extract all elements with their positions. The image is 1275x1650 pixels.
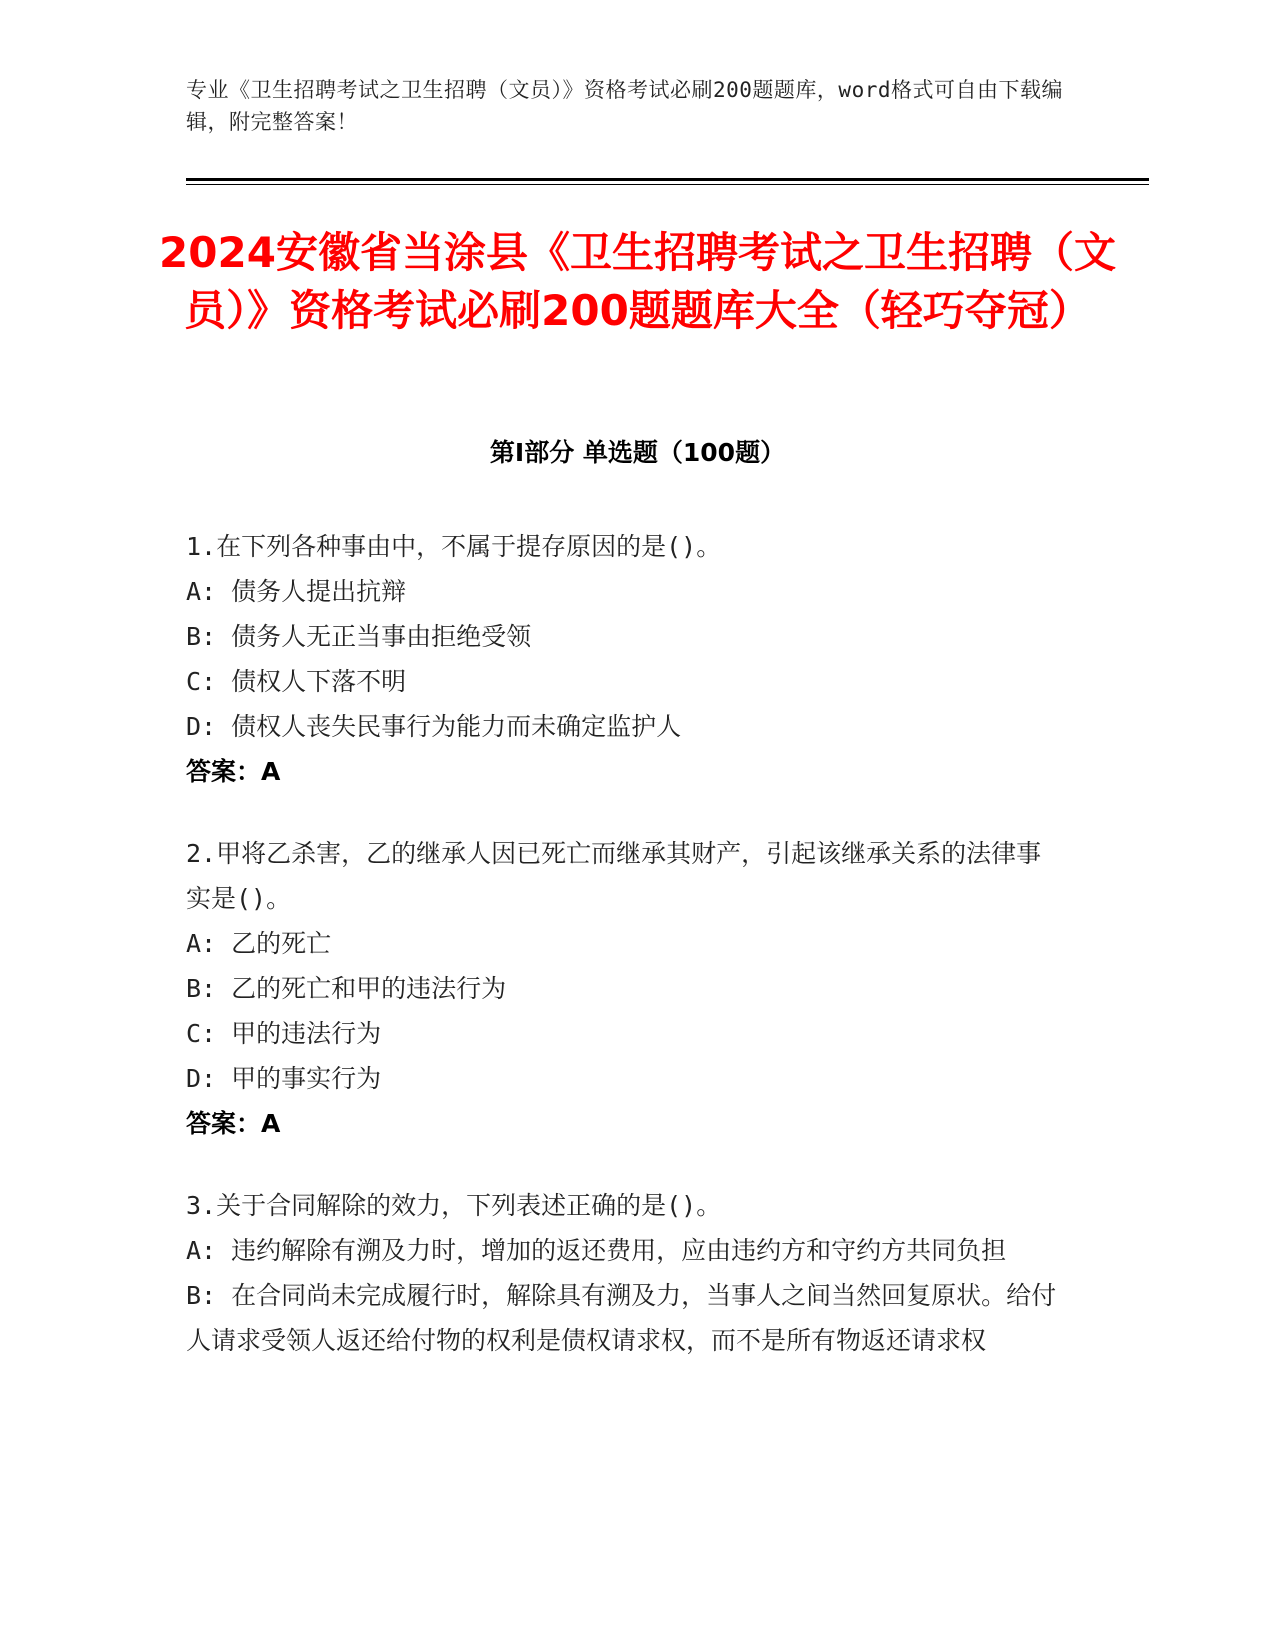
header-divider-thin bbox=[186, 184, 1149, 185]
option-a: A: 违约解除有溯及力时，增加的返还费用，应由违约方和守约方共同负担 bbox=[186, 1236, 1007, 1265]
question-list bbox=[186, 524, 1066, 1400]
question-text: 1.在下列各种事由中，不属于提存原因的是()。 bbox=[186, 532, 722, 561]
answer: 答案：A bbox=[186, 757, 281, 786]
header-divider-thick bbox=[186, 178, 1149, 181]
question-2 bbox=[186, 831, 1066, 1146]
option-d: D: 甲的事实行为 bbox=[186, 1064, 382, 1093]
option-b: B: 在合同尚未完成履行时，解除具有溯及力，当事人之间当然回复原状。给付人请求受领人返还给付物的权利是债权请求权，而不是所有物返还请求权 bbox=[186, 1281, 1057, 1355]
section-heading: 第I部分 单选题（100题） bbox=[489, 438, 786, 467]
question-text: 2.甲将乙杀害，乙的继承人因已死亡而继承其财产，引起该继承关系的法律事实是()。 bbox=[186, 839, 1042, 913]
question-3 bbox=[186, 1183, 1066, 1363]
question-1 bbox=[186, 524, 1066, 794]
header-note: 专业《卫生招聘考试之卫生招聘（文员）》资格考试必刷200题题库，word格式可自由下载编辑，附完整答案！ bbox=[186, 78, 1063, 134]
option-d: D: 债权人丧失民事行为能力而未确定监护人 bbox=[186, 712, 682, 741]
document-title: 2024安徽省当涂县《卫生招聘考试之卫生招聘（文员）》资格考试必刷200题题库大全（轻巧夺冠） bbox=[159, 228, 1116, 335]
question-text: 3.关于合同解除的效力，下列表述正确的是()。 bbox=[186, 1191, 722, 1220]
answer: 答案：A bbox=[186, 1109, 281, 1138]
option-c: C: 甲的违法行为 bbox=[186, 1019, 382, 1048]
option-c: C: 债权人下落不明 bbox=[186, 667, 407, 696]
option-a: A: 乙的死亡 bbox=[186, 929, 332, 958]
option-b: B: 乙的死亡和甲的违法行为 bbox=[186, 974, 507, 1003]
option-a: A: 债务人提出抗辩 bbox=[186, 577, 407, 606]
option-b: B: 债务人无正当事由拒绝受领 bbox=[186, 622, 532, 651]
